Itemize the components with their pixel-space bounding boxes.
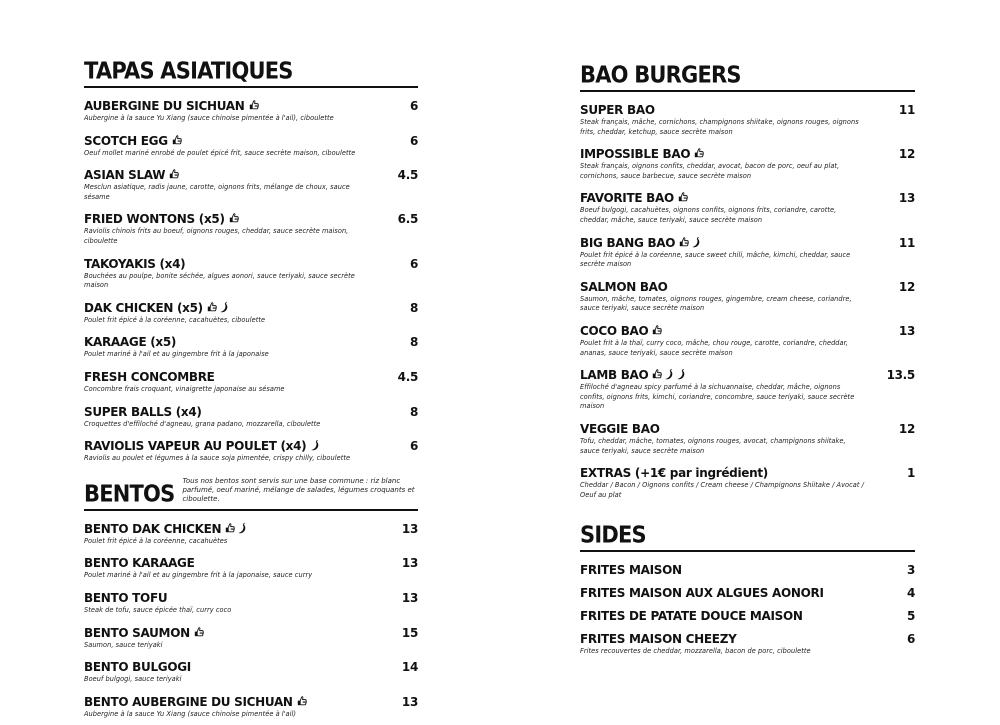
menu-item-title (84, 253, 185, 272)
menu-item-price: 6 (409, 99, 418, 113)
menu-item-icons (679, 237, 701, 248)
menu-item-description: Effiloché d'agneau spicy parfumé à la sichuannaise, cheddar, mâche, oignons confits, oignons frits, kimchi, coriandre, concombre, sauce teriyaki, sauce secrète maison (580, 383, 855, 411)
item-list (84, 518, 418, 720)
menu-item-row (84, 587, 418, 606)
chili-pepper-icon (310, 440, 320, 451)
menu-item-row (580, 418, 915, 437)
menu-item-row (84, 164, 418, 183)
menu-item (84, 587, 418, 616)
chili-pepper-icon (664, 369, 674, 380)
menu-item-title (580, 320, 662, 339)
menu-item-row (84, 622, 418, 641)
menu-item-description: Saumon, sauce teriyaki (84, 640, 163, 649)
menu-item (84, 331, 418, 360)
menu-item-row (84, 331, 418, 350)
left-column (84, 57, 418, 725)
menu-item-price: 8 (409, 404, 418, 419)
menu-item (580, 559, 915, 578)
menu-item-description: Steak français, oignons confits, cheddar, avocat, bacon de porc, oeuf au plat, cornichons, sauce barbecue, sauce secrète maison (580, 162, 840, 180)
menu-item-title (84, 691, 307, 710)
chili-pepper-icon (219, 302, 229, 313)
menu-item-name: BENTO KARAAGE (84, 556, 195, 571)
menu-item-title (580, 187, 688, 206)
menu-item-description: Steak de tofu, sauce épicée thaï, curry coco (84, 605, 232, 614)
menu-item-name: SCOTCH EGG (84, 133, 168, 148)
menu-item-name: SUPER BAO (580, 103, 655, 117)
menu-item-name: RAVIOLIS VAPEUR AU POULET (x4) (84, 439, 307, 454)
thumbs-up-icon (652, 369, 662, 380)
menu-item-name: VEGGIE BAO (580, 421, 660, 436)
menu-item (580, 187, 915, 225)
menu-item-title (580, 276, 668, 295)
menu-item-row (84, 130, 418, 149)
menu-item-row (580, 559, 915, 578)
menu-item (84, 208, 418, 246)
menu-item-row (580, 605, 915, 624)
chili-pepper-icon (676, 369, 686, 380)
menu-item (84, 518, 418, 547)
menu-item-description: Poulet mariné à l'ail et au gingembre frit à la japonaise (84, 350, 269, 359)
menu-item-icons (207, 302, 229, 313)
menu-item (84, 656, 418, 685)
menu-item (580, 99, 915, 137)
menu-item-name: IMPOSSIBLE BAO (580, 147, 691, 162)
section-title: TAPAS ASIATIQUES (84, 57, 293, 85)
menu-item-price: 14 (401, 660, 418, 675)
menu-item-description: Oeuf mollet mariné enrobé de poulet épicé frit, sauce secrète maison, ciboulette (84, 148, 356, 157)
menu-item-title (580, 99, 655, 118)
menu-item-row (580, 320, 915, 339)
menu-item-name: SALMON BAO (580, 279, 668, 294)
menu-item-title (580, 605, 803, 624)
menu-item-price: 6.5 (397, 212, 418, 227)
menu-item-name: BENTO DAK CHICKEN (84, 521, 222, 536)
menu-item-name: TAKOYAKIS (x4) (84, 256, 186, 271)
menu-item-price: 13.5 (886, 368, 915, 383)
menu-item-icons (169, 169, 179, 180)
menu-item-row (84, 691, 418, 710)
menu-item-title (84, 552, 195, 571)
menu-item-description: Steak français, mâche, cornichons, champignons shiitake, oignons rouges, oignons frits, cheddar, ketchup, sauce secrète maison (580, 118, 859, 136)
section-title: BENTOS (84, 479, 175, 507)
menu-item-row (580, 462, 915, 481)
menu-item-title (84, 366, 215, 385)
menu-item-title (84, 331, 176, 350)
menu-item (84, 622, 418, 651)
menu-item-row (84, 656, 418, 675)
menu-item-icons (694, 148, 704, 159)
menu-item-name: LAMB BAO (580, 368, 649, 383)
menu-item-name: FRITES MAISON (580, 563, 682, 578)
menu-item-row (84, 297, 418, 316)
menu-item-icons (678, 192, 688, 203)
chili-pepper-icon (237, 523, 247, 534)
menu-item-name: EXTRAS (+1€ par ingrédient) (580, 466, 768, 481)
menu-item-title (84, 130, 182, 149)
menu-item-icons (652, 369, 686, 380)
menu-item-icons (172, 135, 182, 146)
menu-item-description: Concombre frais croquant, vinaigrette japonaise au sésame (84, 384, 285, 393)
menu-item-name: FRITES MAISON CHEEZY (580, 632, 737, 647)
thumbs-up-icon (694, 148, 704, 159)
menu-item (580, 418, 915, 456)
menu-item-description: Boeuf bulgogi, cacahuètes, oignons confits, oignons frits, coriandre, carotte, cheddar, mâche, sauce teriyaki, sauce secrète maison (580, 206, 837, 224)
thumbs-up-icon (229, 213, 239, 224)
menu-item-name: BENTO AUBERGINE DU SICHUAN (84, 694, 293, 709)
menu-item-row (580, 143, 915, 162)
menu-item-name: FRIED WONTONS (x5) (84, 212, 225, 227)
menu-item-row (84, 95, 418, 114)
menu-item-title (580, 232, 701, 251)
menu-item-description: Frites recouvertes de cheddar, mozzarella, bacon de porc, ciboulette (580, 647, 811, 656)
section-title: BAO BURGERS (580, 61, 741, 89)
menu-item-row (580, 187, 915, 206)
menu-item-row (84, 253, 418, 272)
menu-item-name: BIG BANG BAO (580, 235, 676, 250)
menu-item-price: 13 (401, 590, 418, 605)
menu-item-description: Mesclun asiatique, radis jaune, carotte, oignons frits, mélange de choux, sauce sésame (84, 183, 350, 201)
menu-item-description: Raviolis au poulet et légumes à la sauce soja pimentée, crispy chilly, ciboulette (84, 454, 351, 463)
menu-item-price: 13 (898, 323, 915, 338)
menu-item (84, 95, 418, 124)
menu-item-row (580, 628, 915, 647)
menu-item-description: Aubergine à la sauce Yu Xiang (sauce chinoise pimentée à l'ail), ciboulette (84, 114, 334, 122)
item-list (580, 99, 915, 500)
section-header (580, 61, 915, 92)
menu-item-name: SUPER BALLS (x4) (84, 404, 202, 419)
menu-item-title (84, 208, 239, 227)
menu-item-description: Aubergine à la sauce Yu Xiang (sauce chinoise pimentée à l'ail) (84, 709, 297, 718)
right-column (580, 61, 915, 661)
menu-item (84, 366, 418, 395)
menu-item-row (84, 518, 418, 537)
menu-item-icons (249, 100, 259, 111)
menu-item-price: 6 (409, 439, 418, 454)
menu-item-description: Croquettes d'effiloché d'agneau, grana padano, mozzarella, ciboulette (84, 419, 321, 428)
chili-pepper-icon (691, 237, 701, 248)
menu-item-price: 11 (898, 103, 915, 117)
menu-item-row (580, 232, 915, 251)
menu-item-price: 6 (409, 133, 418, 148)
section-header (84, 477, 418, 511)
menu-item-row (84, 401, 418, 420)
menu-item (580, 628, 915, 657)
menu-item-title (84, 518, 247, 537)
section-tapas (84, 57, 418, 464)
menu-item-description: Saumon, mâche, tomates, oignons rouges, gingembre, cream cheese, coriandre, sauce teriyaki, sauce secrète maison (580, 294, 852, 313)
menu-item-price: 6 (906, 632, 915, 647)
menu-item-description: Poulet frit épicé à la coréenne, cacahuètes, ciboulette (84, 315, 266, 324)
menu-item-description: Tofu, cheddar, mâche, tomates, oignons rouges, avocat, champignons shiitake, sauce teriyaki, sauce secrète maison (580, 436, 846, 455)
menu-item-row (84, 366, 418, 385)
menu-item-title (84, 587, 167, 606)
menu-item (580, 582, 915, 601)
menu-item-title (580, 143, 704, 162)
menu-item-price: 13 (401, 694, 418, 709)
menu-item (580, 143, 915, 181)
menu-item-title (580, 628, 737, 647)
menu-item-icons (225, 523, 247, 534)
menu-item-name: BENTO TOFU (84, 590, 168, 605)
menu-item-row (84, 552, 418, 571)
menu-item-price: 12 (898, 147, 915, 162)
menu-item-row (580, 276, 915, 295)
menu-item-name: BENTO SAUMON (84, 625, 190, 640)
menu-item-icons (310, 440, 320, 451)
menu-item-description: Boeuf bulgogi, sauce teriyaki (84, 675, 182, 684)
section-bao-burgers (580, 61, 915, 500)
menu-item (84, 552, 418, 581)
menu-item-price: 8 (409, 335, 418, 350)
menu-item-price: 4.5 (397, 168, 418, 183)
menu-item-title (580, 462, 768, 481)
menu-item-row (84, 435, 418, 454)
menu-item-title (580, 418, 660, 437)
menu-item-name: DAK CHICKEN (x5) (84, 300, 203, 315)
menu-item (580, 462, 915, 500)
menu-item-price: 3 (906, 563, 915, 578)
menu-item-price: 6 (409, 256, 418, 271)
section-title: SIDES (580, 521, 646, 549)
menu-item-price: 8 (409, 300, 418, 315)
menu-item (84, 691, 418, 720)
menu-item-price: 12 (898, 279, 915, 294)
thumbs-up-icon (194, 627, 204, 638)
section-bentos (84, 477, 418, 720)
menu-item-description: Raviolis chinois frits au boeuf, oignons rouges, cheddar, sauce secrète maison, ciboulette (84, 227, 349, 245)
menu-item-icons (652, 325, 662, 336)
menu-item-title (84, 435, 320, 454)
thumbs-up-icon (249, 100, 259, 111)
menu-item (580, 364, 915, 412)
menu-item (580, 276, 915, 314)
menu-item-price: 11 (898, 235, 915, 250)
menu-item-title (84, 622, 204, 641)
menu-item-name: FRESH CONCOMBRE (84, 369, 215, 384)
menu-item-title (84, 401, 202, 420)
menu-item (84, 297, 418, 326)
menu-item (580, 605, 915, 624)
menu-item-name: COCO BAO (580, 323, 649, 338)
section-header (580, 521, 915, 552)
menu-item-title (580, 364, 686, 383)
menu-item-icons (194, 627, 204, 638)
menu-item-description: Poulet mariné à l'ail et au gingembre frit à la japonaise, sauce curry (84, 571, 313, 580)
menu-item-description: Cheddar / Bacon / Oignons confits / Cream cheese / Champignons Shiitake / Avocat / Oeuf au plat (580, 481, 864, 499)
menu-item-icons (297, 696, 307, 707)
menu-item (580, 232, 915, 270)
menu-item-name: FRITES DE PATATE DOUCE MAISON (580, 609, 803, 624)
menu-item (84, 130, 418, 159)
menu-item-price: 12 (898, 421, 915, 436)
section-sides (580, 521, 915, 657)
section-header (84, 57, 418, 88)
menu-item-name: FRITES MAISON AUX ALGUES AONORI (580, 586, 824, 601)
thumbs-up-icon (679, 237, 689, 248)
menu-item-description: Bouchées au poulpe, bonite séchée, algues aonori, sauce teriyaki, sauce secrète maison (84, 271, 355, 290)
menu-item-icons (229, 213, 239, 224)
section-note: Tous nos bentos sont servis sur une base commune : riz blanc parfumé, oeuf mariné, mélange de salades, légumes croquants et ciboulette. (182, 476, 415, 503)
item-list (580, 559, 915, 657)
menu-item-name: ASIAN SLAW (84, 168, 166, 183)
menu-item (84, 401, 418, 430)
menu-item-description: Poulet frit épicé à la coréenne, sauce sweet chili, mâche, kimchi, cheddar, sauce secrète maison (580, 250, 851, 269)
menu-item-title (580, 559, 682, 578)
menu-item-title (84, 656, 191, 675)
menu-item-title (580, 582, 824, 601)
menu-item-price: 13 (401, 556, 418, 571)
menu-item (84, 164, 418, 202)
menu-item-price: 5 (906, 609, 915, 624)
menu-item-name: AUBERGINE DU SICHUAN (84, 99, 245, 113)
thumbs-up-icon (297, 696, 307, 707)
menu-item-row (580, 582, 915, 601)
thumbs-up-icon (207, 302, 217, 313)
item-list (84, 95, 418, 464)
menu-item-title (84, 297, 229, 316)
menu-item (84, 253, 418, 291)
menu-item (580, 320, 915, 358)
thumbs-up-icon (225, 523, 235, 534)
menu-item-price: 13 (401, 521, 418, 536)
menu-item-price: 15 (401, 625, 418, 640)
menu-item-price: 13 (898, 191, 915, 206)
menu-item-price: 1 (906, 466, 915, 481)
menu-item (84, 435, 418, 464)
thumbs-up-icon (169, 169, 179, 180)
menu-item-price: 4 (906, 586, 915, 601)
menu-item-description: Poulet frit épicé à la coréenne, cacahuètes (84, 536, 228, 545)
menu-item-row (84, 208, 418, 227)
thumbs-up-icon (652, 325, 662, 336)
menu-item-name: BENTO BULGOGI (84, 660, 191, 675)
menu-item-price: 4.5 (397, 369, 418, 384)
menu-item-title (84, 95, 259, 114)
menu-item-title (84, 164, 179, 183)
thumbs-up-icon (172, 135, 182, 146)
menu-item-row (580, 364, 915, 383)
menu-item-name: KARAAGE (x5) (84, 335, 177, 350)
thumbs-up-icon (678, 192, 688, 203)
menu-item-description: Poulet frit à la thaï, curry coco, mâche, chou rouge, carotte, coriandre, cheddar, ananas, sauce teriyaki, sauce secrète maison (580, 338, 848, 357)
menu-item-name: FAVORITE BAO (580, 191, 674, 206)
menu-item-row (580, 99, 915, 118)
